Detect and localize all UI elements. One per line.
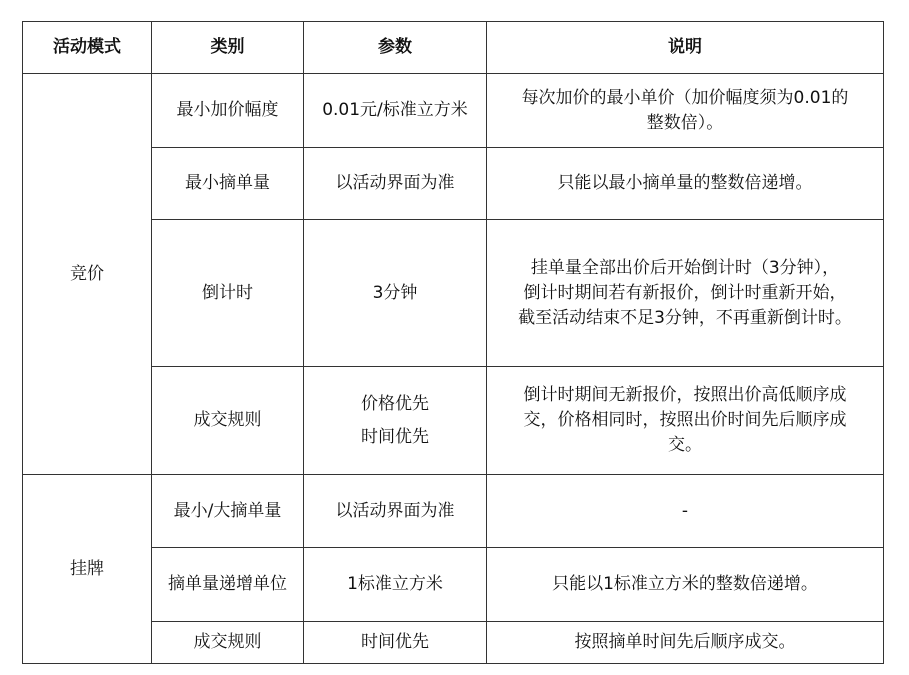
- header-desc: 说明: [487, 22, 884, 74]
- desc-line: 每次加价的最小单价（加价幅度须为0.01的: [521, 87, 849, 108]
- category-cell: 摘单量递增单位: [152, 548, 304, 622]
- desc-line: 挂单量全部出价后开始倒计时（3分钟），: [530, 257, 840, 278]
- param-cell: 0.01元/标准立方米: [304, 74, 487, 148]
- category-cell: 成交规则: [152, 622, 304, 664]
- category-cell: 最小/大摘单量: [152, 475, 304, 548]
- desc-cell: [487, 367, 884, 475]
- param-line: 价格优先: [361, 393, 429, 414]
- param-cell: 以活动界面为准: [304, 475, 487, 548]
- param-cell: 3分钟: [304, 220, 487, 367]
- param-cell: 以活动界面为准: [304, 148, 487, 220]
- header-param: 参数: [304, 22, 487, 74]
- desc-cell: 只能以最小摘单量的整数倍递增。: [487, 148, 884, 220]
- header-row: [23, 22, 884, 74]
- desc-cell: 按照摘单时间先后顺序成交。: [487, 622, 884, 664]
- table-row: [23, 622, 884, 664]
- table-row: [23, 220, 884, 367]
- param-line: 时间优先: [361, 426, 429, 447]
- desc-line: 交。: [668, 435, 702, 455]
- header-category: 类别: [152, 22, 304, 74]
- table-row: [23, 74, 884, 148]
- category-cell: 最小摘单量: [152, 148, 304, 220]
- mode-cell-listing: 挂牌: [23, 475, 152, 664]
- table-row: [23, 548, 884, 622]
- desc-line: 截至活动结束不足3分钟，不再重新倒计时。: [518, 307, 852, 328]
- desc-line: 倒计时期间无新报价，按照出价高低顺序成: [523, 385, 847, 405]
- desc-line: 倒计时期间若有新报价，倒计时重新开始，: [523, 282, 847, 303]
- desc-line: 整数倍）。: [646, 112, 724, 133]
- param-cell: [304, 367, 487, 475]
- mode-cell-bidding: 竞价: [23, 74, 152, 475]
- desc-cell: [487, 220, 884, 367]
- param-cell: 1标准立方米: [304, 548, 487, 622]
- header-mode: 活动模式: [23, 22, 152, 74]
- category-cell: 倒计时: [152, 220, 304, 367]
- desc-cell: -: [487, 475, 884, 548]
- table-row: [23, 367, 884, 475]
- category-cell: 成交规则: [152, 367, 304, 475]
- desc-cell: 只能以1标准立方米的整数倍递增。: [487, 548, 884, 622]
- desc-cell: [487, 74, 884, 148]
- category-cell: 最小加价幅度: [152, 74, 304, 148]
- table-row: [23, 475, 884, 548]
- table-row: [23, 148, 884, 220]
- trading-rules-table: [22, 21, 884, 664]
- desc-line: 交，价格相同时，按照出价时间先后顺序成: [523, 410, 847, 430]
- param-cell: 时间优先: [304, 622, 487, 664]
